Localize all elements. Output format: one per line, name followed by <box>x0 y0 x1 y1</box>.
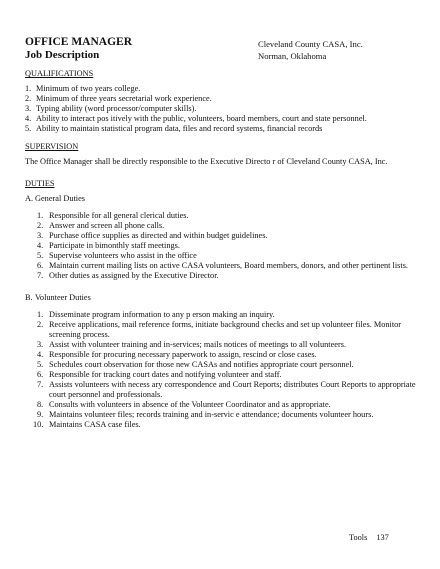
list-item: 4. Participate in bimonthly staff meetings. <box>37 241 180 250</box>
list-item: 3. Typing ability (word processor/computer skills). <box>25 104 197 113</box>
list-item: 9. Maintains volunteer files; records training and in-servic e attendance; documents volunteer hours. <box>37 410 374 419</box>
page-number: 137 <box>376 533 389 542</box>
list-item: 5. Ability to maintain statistical program data, files and record systems, financial records <box>25 124 323 133</box>
volunteer-duties-list <box>25 310 420 430</box>
list-item: 4. Ability to interact pos itively with the public, volunteers, board members, court and state personnel. <box>25 114 367 123</box>
list-item: 1. Disseminate program information to any p erson making an inquiry. <box>37 310 275 319</box>
list-item: 10. Maintains CASA case files. <box>33 420 141 429</box>
list-item: 6. Responsible for tracking court dates and notifying volunteer and staff. <box>37 370 282 379</box>
list-item: 4. Responsible for procuring necessary paperwork to assign, rescind or close cases. <box>37 350 317 359</box>
supervision-text: The Office Manager shall be directly responsible to the Executive Directo r of Cleveland County CASA, Inc. <box>25 157 388 166</box>
general-duties-heading: A. General Duties <box>25 194 85 203</box>
list-item: 3. Assist with volunteer training and in-services; mails notices of meetings to all volunteers. <box>37 340 347 349</box>
organization-name: Cleveland County CASA, Inc. <box>258 39 363 49</box>
list-item: 2. Answer and screen all phone calls. <box>37 221 165 230</box>
list-item: 2. Minimum of three years secretarial work experience. <box>25 94 212 103</box>
qualifications-heading: QUALIFICATIONS <box>25 69 94 78</box>
list-item: 8. Consults with volunteers in absence of the Volunteer Coordinator and as appropriate. <box>37 400 331 409</box>
list-item: 5. Schedules court observation for those new CASAs and notifies appropriate court personnel. <box>37 360 354 369</box>
list-item: 3. Purchase office supplies as directed and within budget guidelines. <box>37 231 268 240</box>
list-item: 2. Receive applications, mail reference forms, initiate background checks and set up volunteer files. Monitor screening process. <box>37 320 402 339</box>
page-footer <box>349 533 389 542</box>
list-item: 1. Minimum of two years college. <box>25 84 141 93</box>
organization-location: Norman, Oklahoma <box>258 51 327 61</box>
document-body <box>25 69 420 430</box>
supervision-heading: SUPERVISION <box>25 142 79 151</box>
list-item: 5. Supervise volunteers who assist in the office <box>37 251 197 260</box>
footer-label: Tools <box>349 533 368 542</box>
list-item: 1. Responsible for all general clerical duties. <box>37 211 189 220</box>
document-title: OFFICE MANAGER <box>25 36 133 48</box>
document-subtitle: Job Description <box>25 49 100 61</box>
list-item: 6. Maintain current mailing lists on active CASA volunteers, Board members, donors, and other pertinent lists. <box>37 261 409 270</box>
volunteer-duties-heading: B. Volunteer Duties <box>25 293 91 302</box>
general-duties-list <box>25 211 420 281</box>
qualifications-list <box>25 84 420 134</box>
duties-heading: DUTIES <box>25 179 55 188</box>
list-item: 7. Other duties as assigned by the Executive Director. <box>37 271 219 280</box>
list-item: 7. Assists volunteers with necess ary correspondence and Court Reports; distributes Court Reports to appropriate court personnel and professionals. <box>37 380 416 399</box>
